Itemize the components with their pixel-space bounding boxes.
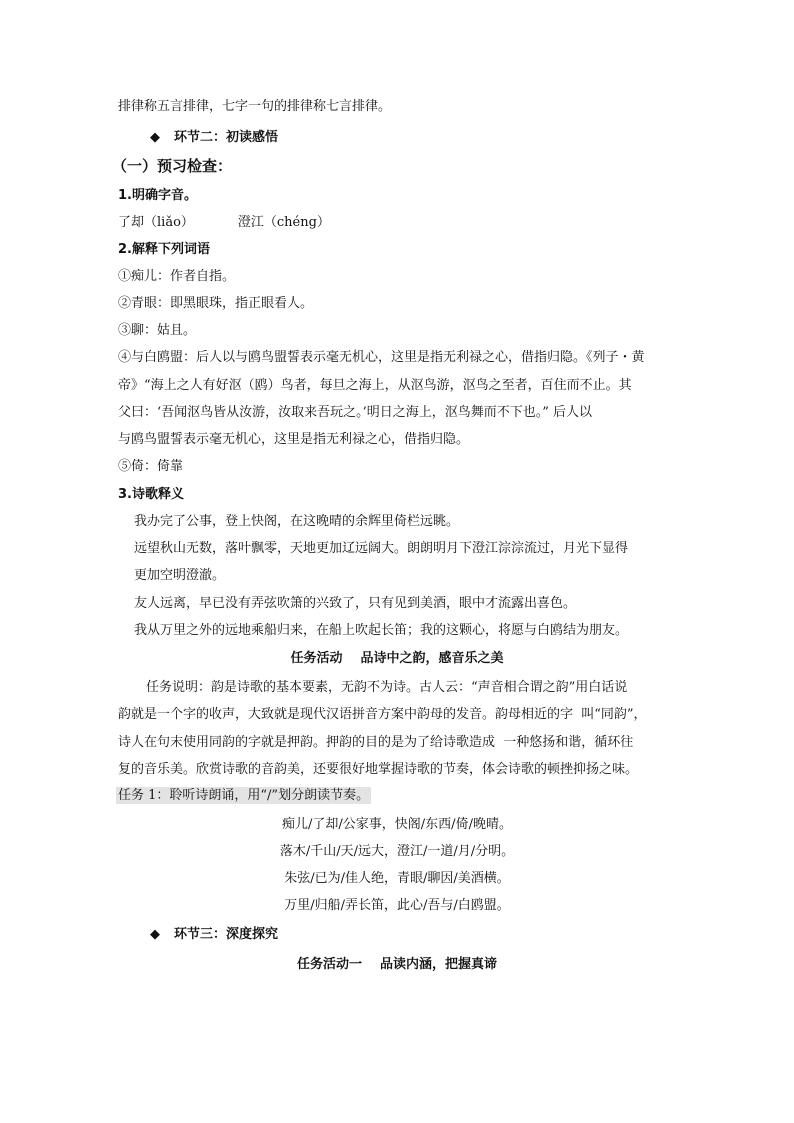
glossary-item: ④与白鸥盟：后人以与鸥鸟盟誓表示毫无机心，这里是指无利禄之心，借指归隐。《列子・黄 [118,350,645,365]
task-desc-line: 复的音乐美。欣赏诗歌的音韵美，还要很好地掌握诗歌的节奏，体会诗歌的顿挫抑扬之味。 [118,762,639,777]
glossary-item: 父曰：‘吾闻沤鸟皆从汝游，汝取来吾玩之。’明日之海上，沤鸟舞而不下也。” 后人以 [118,405,593,420]
glossary-item: ③聊：姑且。 [118,323,197,338]
pronunciation-item: 了却（liǎo） [118,215,194,230]
task1-label-text: 任务 1：聆听诗朗诵，用“/”划分朗读节奏。 [118,788,370,803]
section3-heading-text: 环节三：深度探究 [174,927,279,942]
q3-title: 3.诗歌释义 [118,487,184,502]
glossary-item: 帝》“海上之人有好沤（鸥）鸟者，每旦之海上，从沤鸟游，沤鸟之至者，百住而不止。其 [118,378,632,393]
task-heading: 任务活动 品诗中之韵，感音乐之美 [290,651,504,666]
q1-title: 1.明确字音。 [118,188,197,203]
glossary-item: ⑤倚：倚靠 [118,459,184,474]
poem-line: 万里/归船/弄长笛，此心/吾与/白鸥盟。 [284,898,510,913]
section3-heading [150,928,278,941]
glossary-item: ②青眼：即黑眼珠，指正眼看人。 [118,296,314,311]
task-desc-line: 诗人在句末使用同韵的字就是押韵。押韵的目的是为了给诗歌造成 一种悠扬和谐，循环往 [118,735,634,750]
paraphrase-line: 更加空明澄澈。 [134,568,226,583]
preview-heading: （一）预习检查： [112,157,233,175]
task1-label [116,789,371,802]
diamond-bullet-icon: ◆ [150,927,160,942]
glossary-item: ①痴儿：作者自指。 [118,269,236,284]
pronunciation-row [118,216,330,229]
poem-line: 朱弦/已为/佳人绝，青眼/聊因/美酒横。 [284,871,510,886]
task-desc-line: 韵就是一个字的收声，大致就是现代汉语拼音方案中韵母的发音。韵母相近的字 叫“同韵”， [118,707,647,722]
paraphrase-line: 友人远离，早已没有弄弦吹箫的兴致了，只有见到美酒，眼中才流露出喜色。 [134,596,577,611]
task-desc-line: 任务说明：韵是诗歌的基本要素，无韵不为诗。古人云：“声音相合谓之韵”用白话说 [146,680,628,695]
glossary-item: 与鸥鸟盟誓表示毫无机心，这里是指无利禄之心，借指归隐。 [118,432,470,447]
section2-heading [150,131,278,144]
q2-title: 2.解释下列词语 [118,242,210,257]
paraphrase-line: 我从万里之外的远地乘船归来，在船上吹起长笛；我的这颗心，将愿与白鸥结为朋友。 [134,623,629,638]
paraphrase-line: 远望秋山无数，落叶飘零，天地更加辽远阔大。朗朗明月下澄江淙淙流过，月光下显得 [134,541,629,556]
diamond-bullet-icon: ◆ [150,130,160,145]
poem-line: 痴儿/了却/公家事，快阁/东西/倚/晚晴。 [282,817,512,832]
paraphrase-line: 我办完了公事，登上快阁，在这晚晴的余辉里倚栏远眺。 [134,514,460,529]
pronunciation-item: 澄江（chéng） [237,215,330,230]
section2-heading-text: 环节二：初读感悟 [174,130,279,145]
poem-line: 落木/千山/天/远大，澄江/一道/月/分明。 [279,844,515,859]
intro-line: 排律称五言排律，七字一句的排律称七言排律。 [118,99,392,114]
task-activity1-heading: 任务活动一 品读内涵，把握真谛 [296,957,498,972]
